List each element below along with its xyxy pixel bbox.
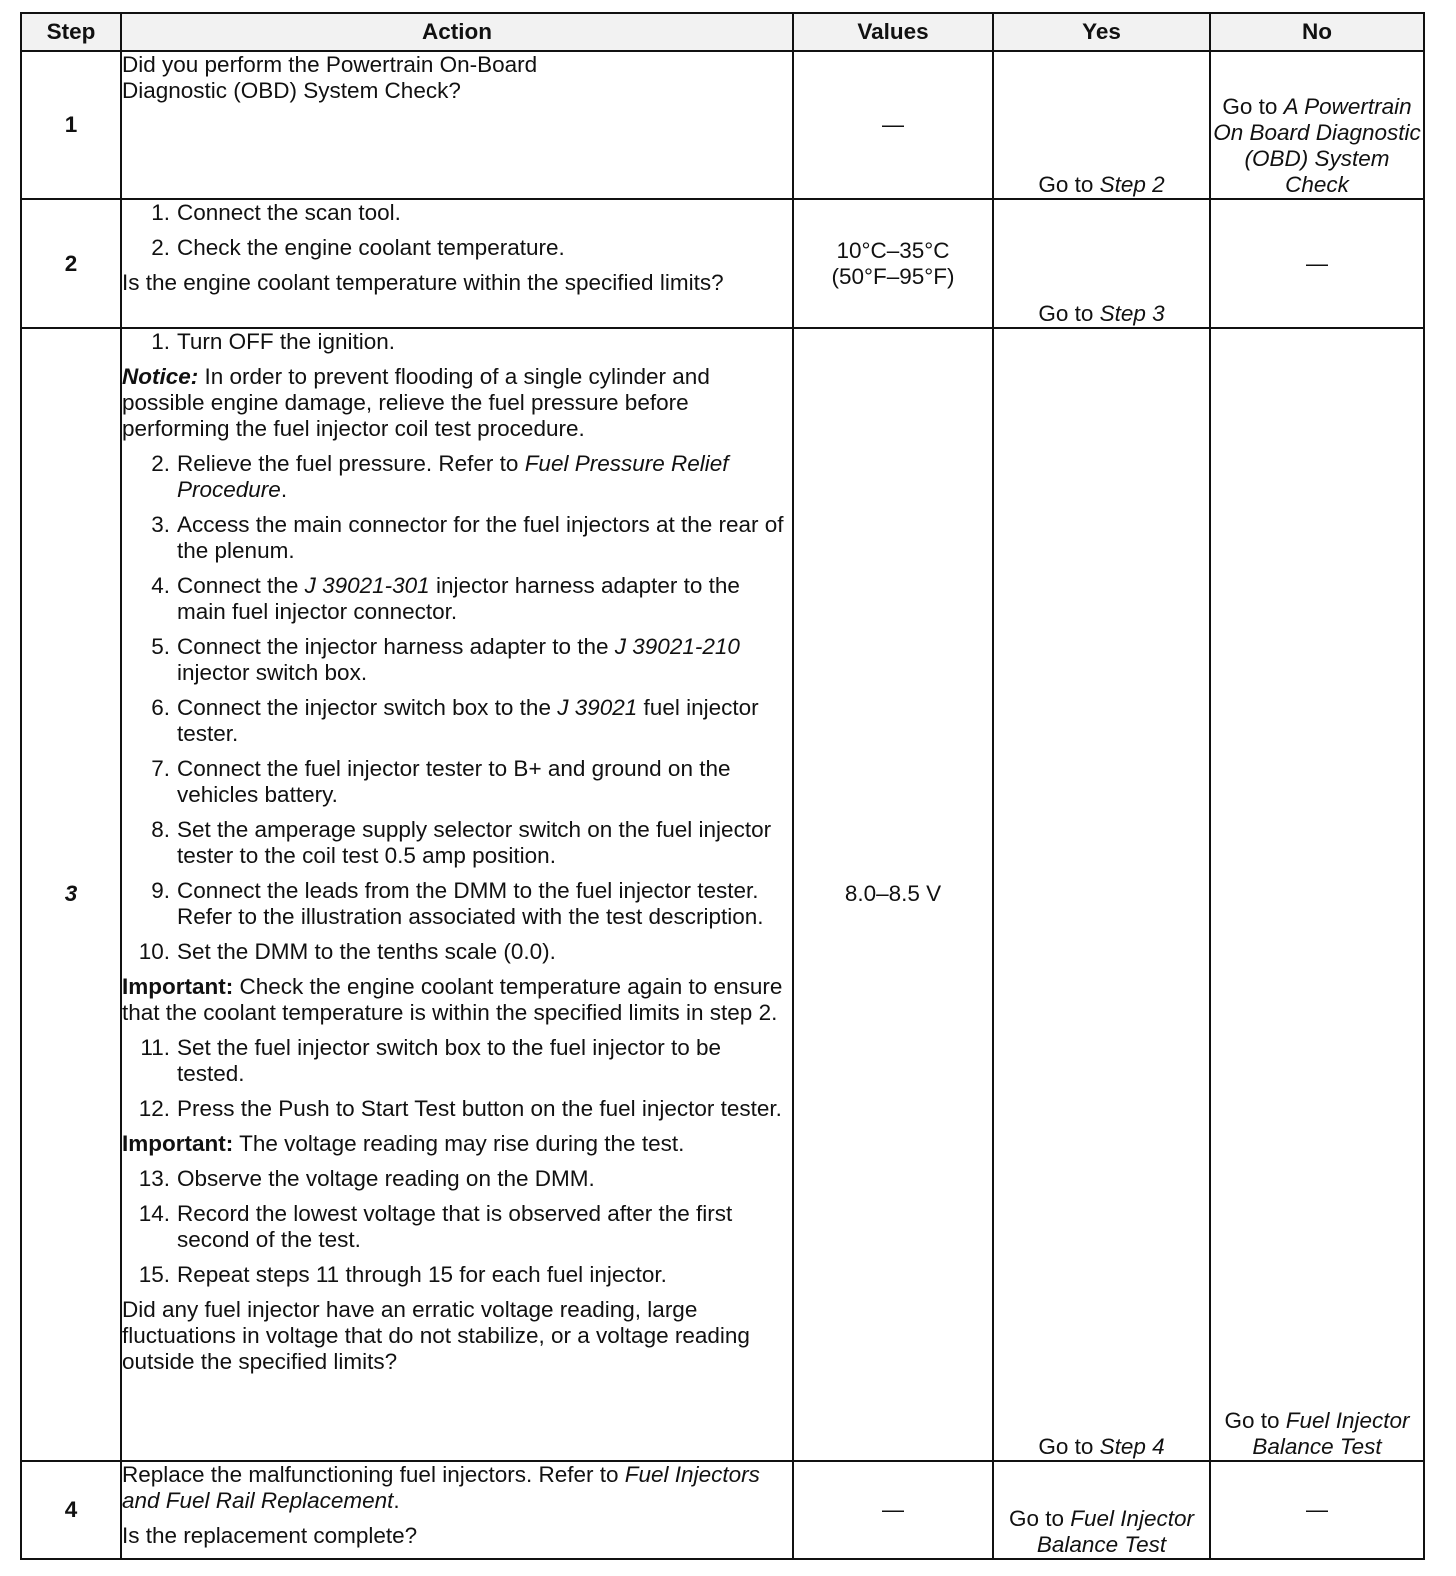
table-row [21, 199, 1424, 327]
action-cell [121, 328, 793, 1461]
tool-number: J 39021-301 [304, 572, 430, 598]
table-row [21, 328, 1424, 1461]
no-link[interactable]: A Powertrain On Board Diagnostic (OBD) System Check [1213, 94, 1421, 198]
values-cell [793, 1461, 993, 1559]
list-item: 6. Connect the injector switch box to the J 39021 fuel injector tester. [151, 694, 759, 746]
procedure-link[interactable]: Fuel Pressure Relief Procedure [177, 450, 729, 502]
empty-dash: — [882, 1496, 904, 1522]
yes-cell [993, 51, 1210, 199]
list-item: 8. Set the amperage supply selector switch on the fuel injector tester to the coil test 0.5 amp position. [151, 816, 772, 868]
list-item: 7. Connect the fuel injector tester to B+ and ground on the vehicles battery. [151, 755, 731, 807]
step-number: 4 [21, 1461, 121, 1559]
action-instruction: Replace the malfunctioning fuel injectors. Refer to Fuel Injectors and Fuel Rail Replacement. [122, 1461, 760, 1513]
question-line: Diagnostic (OBD) System Check? [122, 78, 461, 103]
important-paragraph: Important: The voltage reading may rise during the test. [122, 1130, 685, 1156]
values-celsius: 10°C–35°C [836, 237, 950, 263]
tool-number: J 39021 [557, 694, 638, 720]
yes-prefix: Go to [1038, 172, 1100, 198]
list-item: 13. Observe the voltage reading on the DMM. [138, 1165, 595, 1191]
list-item: 1. Connect the scan tool. [151, 200, 401, 226]
notice-paragraph: Notice: In order to prevent flooding of a single cylinder and possible engine damage, relieve the fuel pressure before performing the fuel injector coil test procedure. [122, 363, 710, 441]
no-cell [1210, 1461, 1424, 1559]
important-label: Important: [122, 973, 234, 999]
empty-dash: — [882, 112, 904, 138]
action-question: Did any fuel injector have an erratic voltage reading, large fluctuations in voltage that do not stabilize, or a voltage reading outside the specified limits? [122, 1296, 750, 1374]
diagnostic-table [20, 12, 1425, 1560]
list-item: 2. Relieve the fuel pressure. Refer to Fuel Pressure Relief Procedure. [151, 450, 729, 502]
notice-label: Notice: [122, 363, 199, 389]
values-cell [793, 51, 993, 199]
table-row [21, 51, 1424, 199]
yes-cell [993, 328, 1210, 1461]
action-cell [121, 51, 793, 199]
yes-cell [993, 199, 1210, 327]
yes-prefix: Go to [1008, 1506, 1071, 1531]
values-cell [793, 199, 993, 327]
action-question: Is the replacement complete? [122, 1522, 418, 1548]
action-cell [121, 1461, 793, 1559]
no-cell [1210, 199, 1424, 327]
step-number: 1 [21, 51, 121, 199]
important-label: Important: [122, 1130, 234, 1156]
table-row [21, 1461, 1424, 1559]
question-line: Did you perform the Powertrain On-Board [122, 52, 538, 77]
procedure-link[interactable]: Fuel Injectors and Fuel Rail Replacement [122, 1461, 760, 1513]
yes-prefix: Go to [1038, 1433, 1100, 1459]
yes-link[interactable]: Fuel Injector Balance Test [1036, 1506, 1195, 1557]
empty-dash: — [1306, 1496, 1328, 1522]
yes-cell [993, 1461, 1210, 1559]
list-item: 9. Connect the leads from the DMM to the fuel injector tester. Refer to the illustration associated with the test description. [151, 877, 764, 929]
no-link[interactable]: Fuel Injector Balance Test [1252, 1407, 1410, 1459]
header-yes: Yes [993, 13, 1210, 51]
header-values: Values [793, 13, 993, 51]
header-step: Step [21, 13, 121, 51]
header-no: No [1210, 13, 1424, 51]
list-item: 11. Set the fuel injector switch box to the fuel injector to be tested. [140, 1034, 722, 1086]
no-prefix: Go to [1222, 94, 1284, 120]
yes-link[interactable]: Step 2 [1099, 172, 1165, 198]
no-cell [1210, 328, 1424, 1461]
list-item: 5. Connect the injector harness adapter to the J 39021-210 injector switch box. [151, 633, 740, 685]
important-paragraph: Important: Check the engine coolant temperature again to ensure that the coolant temperature is within the specified limits in step 2. [122, 973, 783, 1025]
no-cell [1210, 51, 1424, 199]
list-item: 10. Set the DMM to the tenths scale (0.0). [138, 938, 556, 964]
list-item: 15. Repeat steps 11 through 15 for each fuel injector. [138, 1261, 667, 1287]
step-number: 2 [21, 199, 121, 327]
header-row [21, 13, 1424, 51]
step-number: 3 [21, 328, 121, 1461]
table-header [21, 13, 1424, 51]
list-item: 2. Check the engine coolant temperature. [151, 235, 565, 261]
list-item: 4. Connect the J 39021-301 injector harness adapter to the main fuel injector connector. [151, 572, 740, 624]
values-fahrenheit: (50°F–95°F) [831, 263, 955, 289]
list-item: 12. Press the Push to Start Test button on the fuel injector tester. [138, 1095, 782, 1121]
action-question: Is the engine coolant temperature within the specified limits? [122, 270, 724, 296]
values-cell: 8.0–8.5 V [793, 328, 993, 1461]
tool-number: J 39021-210 [614, 633, 740, 659]
header-action: Action [121, 13, 793, 51]
yes-link[interactable]: Step 3 [1099, 300, 1165, 326]
yes-link[interactable]: Step 4 [1099, 1433, 1165, 1459]
list-item: 1. Turn OFF the ignition. [151, 328, 396, 354]
yes-prefix: Go to [1038, 300, 1100, 326]
action-cell [121, 199, 793, 327]
action-question [122, 52, 792, 104]
empty-dash: — [1306, 250, 1328, 276]
list-item: 3. Access the main connector for the fuel injectors at the rear of the plenum. [151, 511, 784, 563]
no-prefix: Go to [1224, 1407, 1286, 1433]
list-item: 14. Record the lowest voltage that is observed after the first second of the test. [138, 1200, 733, 1252]
